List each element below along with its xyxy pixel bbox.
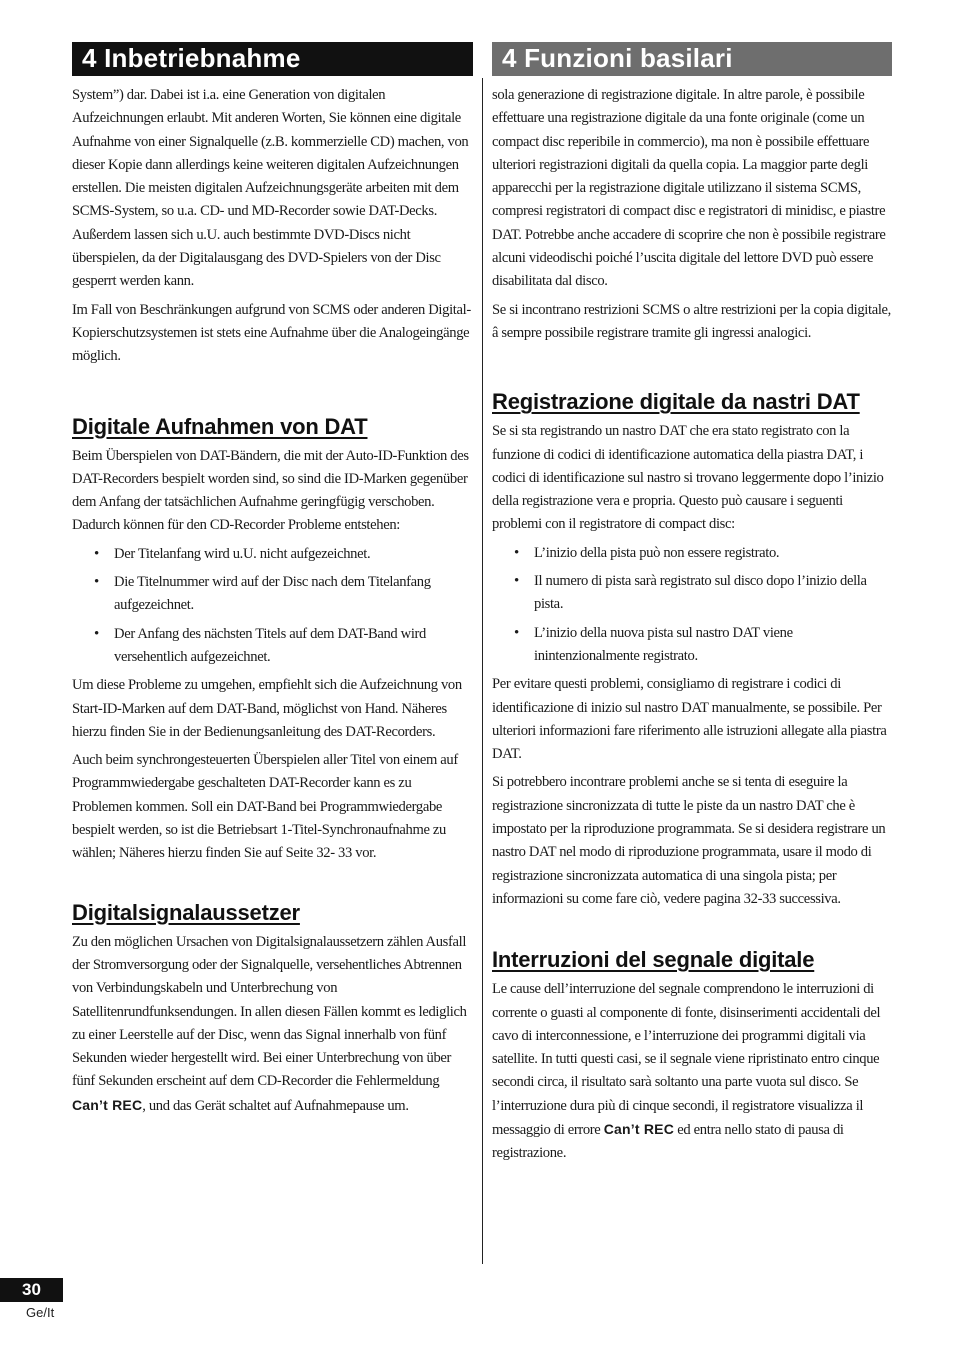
chapter-title-italian: 4 Funzioni basilari bbox=[492, 42, 892, 76]
intro-paragraph-2: Se si incontrano restrizioni SCMS o altre restrizioni per la copia digitale, â sempre possibile registrare tramite gli ingressi analogici. bbox=[492, 301, 891, 341]
error-message-code: Can’t REC bbox=[603, 1120, 674, 1137]
dat-paragraph-2: Per evitare questi problemi, consigliamo di registrare i codici di identificazione di inizio sul nastro DAT manualmente, se possibile. Per ulteriori informazioni fare riferimento alle istruzioni allegate alla piastra DAT. bbox=[492, 676, 887, 763]
dropout-text-end: ed entra nello stato di pausa di registrazione. bbox=[492, 1121, 844, 1162]
dat-paragraph-1: Beim Überspielen von DAT-Bändern, die mit der Auto-ID-Funktion des DAT-Recorders bespielt worden sind, so sind die ID-Marken gegenüber dem Anfang der tatsächlichen Aufnahme geringfügig verschoben. Dadurch können für den CD-Recorder Probleme entstehen: bbox=[72, 447, 469, 534]
column-german bbox=[72, 42, 473, 1123]
page-number: 30 bbox=[0, 1278, 63, 1302]
section-heading-dat: Digitale Aufnahmen von DAT bbox=[72, 413, 368, 439]
dropout-text: Zu den möglichen Ursachen von Digitalsignalaussetzern zählen Ausfall der Stromversorgung oder der Signalquelle, versehentliches Abtrennen von Verbindungskabeln und Unterbrechung von Satellitenrundfunksendungen. In allen diesen Fällen kommt es lediglich zu einer Leerstelle auf der Disc, wenn das Signal innerhalb von fünf Sekunden wieder hergestellt wird. Bei einer Unterbrechung von über fünf Sekunden erscheint auf dem CD-Recorder die Fehlermeldung bbox=[72, 933, 467, 1090]
list-item: • Der Anfang des nächsten Titels auf dem DAT-Band wird versehentlich aufgezeichnet. bbox=[72, 623, 473, 670]
dat-paragraph-3: Auch beim synchrongesteuerten Überspielen aller Titel von einem auf Programmwiedergabe geschalteten DAT-Recorder kann es zu Problemen kommen. Soll ein DAT-Band bei Programmwiedergabe bespielt werden, so ist die Betriebsart 1-Titel-Synchronaufnahme zu wählen; Näheres hierzu finden Sie auf Seite 32- 33 vor. bbox=[72, 752, 458, 862]
section-heading-dat: Registrazione digitale da nastri DAT bbox=[492, 389, 860, 415]
dat-bullet-list bbox=[72, 543, 473, 669]
dropout-paragraph bbox=[492, 978, 892, 1165]
list-item: • L’inizio della nuova pista sul nastro DAT viene inintenzionalmente registrato. bbox=[492, 622, 892, 669]
language-code: Ge/It bbox=[26, 1305, 55, 1320]
intro-paragraph-1: System”) dar. Dabei ist i.a. eine Generation von digitalen Aufzeichnungen erlaubt. Mit anderen Worten, Sie können eine digitale Aufnahme von einer Signalquelle (z.B. kommerzielle CD) machen, von dieser Kopie dann allerdings keine weiteren digitalen Aufzeichnungen erstellen. Die meisten digitalen Aufzeichnungsgeräte arbeiten mit dem SCMS-System, so u.a. CD- und MD-Recorder sowie DAT-Decks. Außerdem lassen sich u.U. auch bestimmte DVD-Discs nicht überspielen, da der Digitalausgang des DVD-Spielers von der Disc gesperrt werden kann. bbox=[72, 87, 469, 290]
dropout-paragraph bbox=[72, 931, 473, 1118]
section-heading-dropout: Digitalsignalaussetzer bbox=[72, 899, 300, 925]
dat-paragraph-1: Se si sta registrando un nastro DAT che era stato registrato con la funzione di codici di identificazione automatica della piastra DAT, i codici di identificazione sul nastro si trovano leggermente dopo l’inizio della registrazione vera e propria. Questo può causare i seguenti problemi con il registratore di compact disc: bbox=[492, 423, 884, 533]
intro-paragraph-2: Im Fall von Beschränkungen aufgrund von SCMS oder anderen Digital-Kopierschutzsystemen ist stets eine Aufnahme über die Analogeingänge möglich. bbox=[72, 301, 471, 365]
column-italian bbox=[492, 42, 892, 1171]
list-item: • Der Titelanfang wird u.U. nicht aufgezeichnet. bbox=[72, 543, 473, 566]
section-heading-dropout: Interruzioni del segnale digitale bbox=[492, 947, 815, 973]
dropout-text-end: , und das Gerät schaltet auf Aufnahmepause um. bbox=[142, 1097, 409, 1114]
column-divider bbox=[482, 78, 483, 1264]
dropout-text: Le cause dell’interruzione del segnale comprendono le interruzioni di corrente o guasti al componente di fonte, disinserimenti accidentali del cavo di interconnessione, e l’interruzione dei programmi digitali via satellite. In tutti questi casi, se il segnale viene ripristinato entro cinque secondi circa, il risultato sarà soltanto una parte vuota sul disco. Se l’interruzione dura più di cinque secondi, il registratore visualizza il messaggio di errore bbox=[492, 981, 881, 1138]
dat-paragraph-2: Um diese Probleme zu umgehen, empfiehlt sich die Aufzeichnung von Start-ID-Marken auf dem DAT-Band, möglichst von Hand. Näheres hierzu finden Sie in der Bedienungsanleitung des DAT-Recorders. bbox=[72, 677, 462, 740]
dat-bullet-list bbox=[492, 542, 892, 668]
dat-paragraph-3: Si potrebbero incontrare problemi anche se si tenta di eseguire la registrazione sincronizzata di tutte le piste da un nastro DAT che è impostato per la riproduzione programmata. Se si desidera registrare un nastro DAT nel modo di riproduzione programmata, usare il modo di registrazione sincronizzata automatica di una singola pista; per informazioni su come fare ciò, vedere pagina 32-33 successiva. bbox=[492, 774, 886, 907]
list-item: • L’inizio della pista può non essere registrato. bbox=[492, 542, 892, 565]
chapter-title-german: 4 Inbetriebnahme bbox=[72, 42, 473, 76]
list-item: • Il numero di pista sarà registrato sul disco dopo l’inizio della pista. bbox=[492, 570, 892, 617]
intro-paragraph-1: sola generazione di registrazione digitale. In altre parole, è possibile effettuare una registrazione digitale da una fonte originale (come un compact disc reperibile in commercio), ma non è possibile effettuare ulteriori registrazioni digitali da quella copia. La maggior parte degli apparecchi per la registrazione digitale utilizzano il sistema SCMS, compresi registratori di compact disc e registratori di minidisc, e piastre DAT. Potrebbe anche accadere di scoprire che non è possibile registrare alcuni videodischi poiché l’uscita digitale del lettore DVD può essere disabilitata dal disco. bbox=[492, 87, 886, 290]
list-item: • Die Titelnummer wird auf der Disc nach dem Titelanfang aufgezeichnet. bbox=[72, 571, 473, 618]
error-message-code: Can’t REC bbox=[72, 1096, 143, 1113]
